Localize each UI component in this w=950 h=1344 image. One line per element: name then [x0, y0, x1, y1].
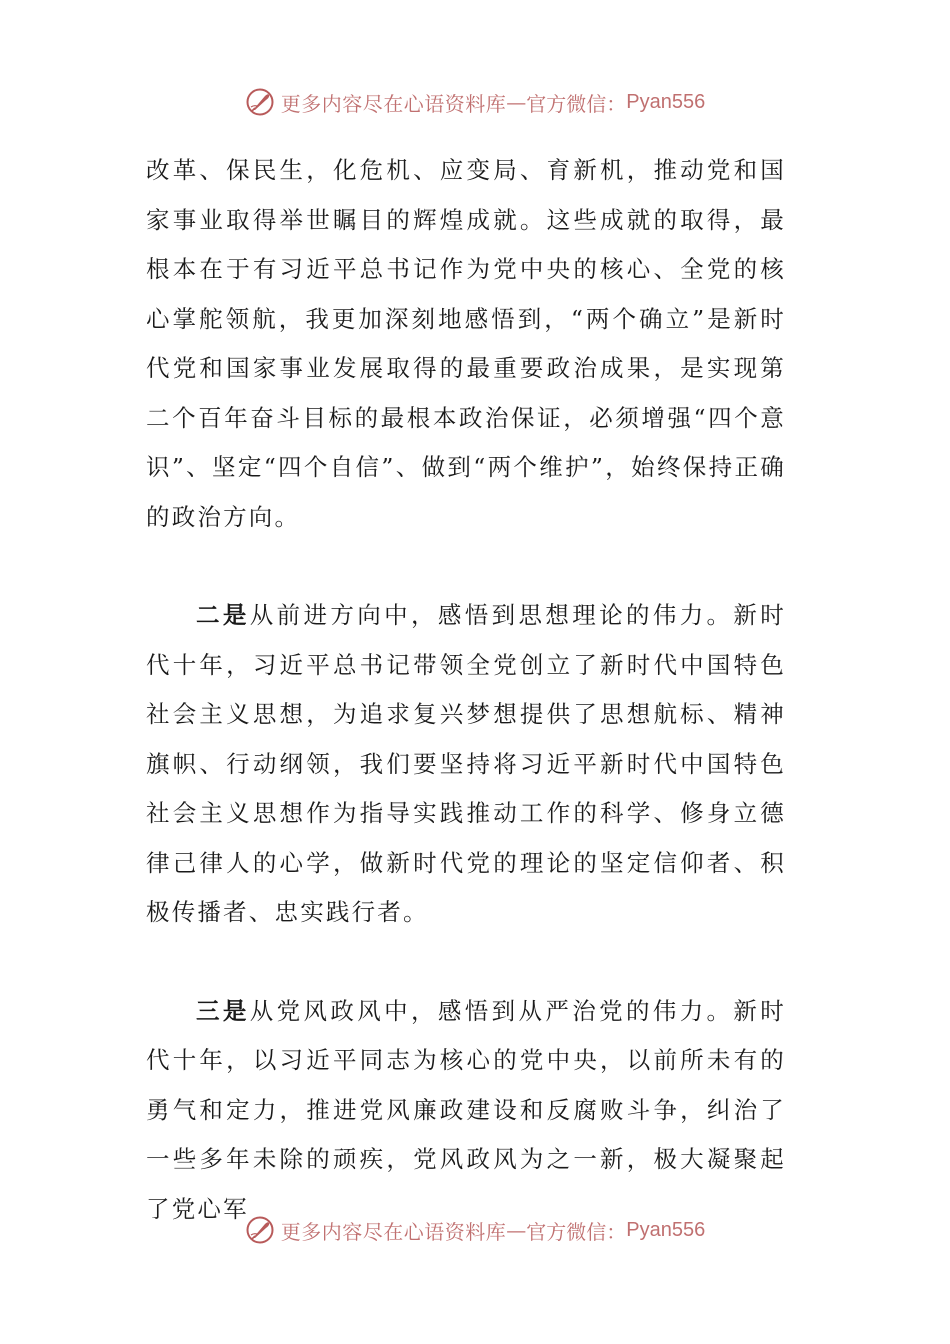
header-wechat-label: 官方微信：	[526, 91, 627, 116]
footer-dash: —	[506, 1218, 527, 1242]
footer-wechat-label: 官方微信：	[526, 1219, 627, 1244]
paragraph-3	[146, 987, 786, 1235]
paragraph-2-lead: 二是	[196, 601, 250, 629]
paragraph-gap	[146, 938, 786, 987]
paragraph-3-text: 从党风政风中，感悟到从严治党的伟力。新时代十年，以习近平同志为核心的党中央，以前所未有的勇气和定力，推进党风廉政建设和反腐败斗争，纠治了一些多年未除的顽疾，党风政风为之一新，极大凝聚起了党心军	[146, 996, 787, 1223]
paragraph-1	[146, 146, 786, 542]
footer-banner	[0, 1210, 950, 1250]
header-wechat-id: Pyan556	[626, 90, 706, 113]
paragraph-gap	[146, 542, 786, 591]
quill-pen-icon	[245, 87, 275, 117]
quill-pen-icon	[245, 1215, 275, 1245]
header-dash: —	[506, 90, 527, 114]
header-banner	[0, 82, 950, 122]
document-body	[146, 146, 786, 1234]
header-brand-text: 更多内容尽在心语资料库	[280, 91, 507, 116]
paragraph-3-lead: 三是	[196, 996, 250, 1025]
paragraph-1-text: 改革、保民生，化危机、应变局、育新机，推动党和国家事业取得举世瞩目的辉煌成就。这些成就的取得，最根本在于有习近平总书记作为党中央的核心、全党的核心掌舵领航，我更加深刻地感悟到，“两个确立”是新时代党和国家事业发展取得的最重要政治成果，是实现第二个百年奋斗目标的最根本政治保证，必须增强“四个意识”、坚定“四个自信”、做到“两个维护”，始终保持正确的政治方向。	[146, 156, 786, 531]
paragraph-2	[146, 591, 786, 938]
footer-wechat-id: Pyan556	[626, 1218, 706, 1241]
footer-brand-text: 更多内容尽在心语资料库	[280, 1219, 507, 1244]
paragraph-2-text: 从前进方向中，感悟到思想理论的伟力。新时代十年，习近平总书记带领全党创立了新时代中国特色社会主义思想，为追求复兴梦想提供了思想航标、精神旗帜、行动纲领，我们要坚持将习近平新时代中国特色社会主义思想作为指导实践推动工作的科学、修身立德律己律人的心学，做新时代党的理论的坚定信仰者、积极传播者、忠实践行者。	[146, 601, 787, 926]
